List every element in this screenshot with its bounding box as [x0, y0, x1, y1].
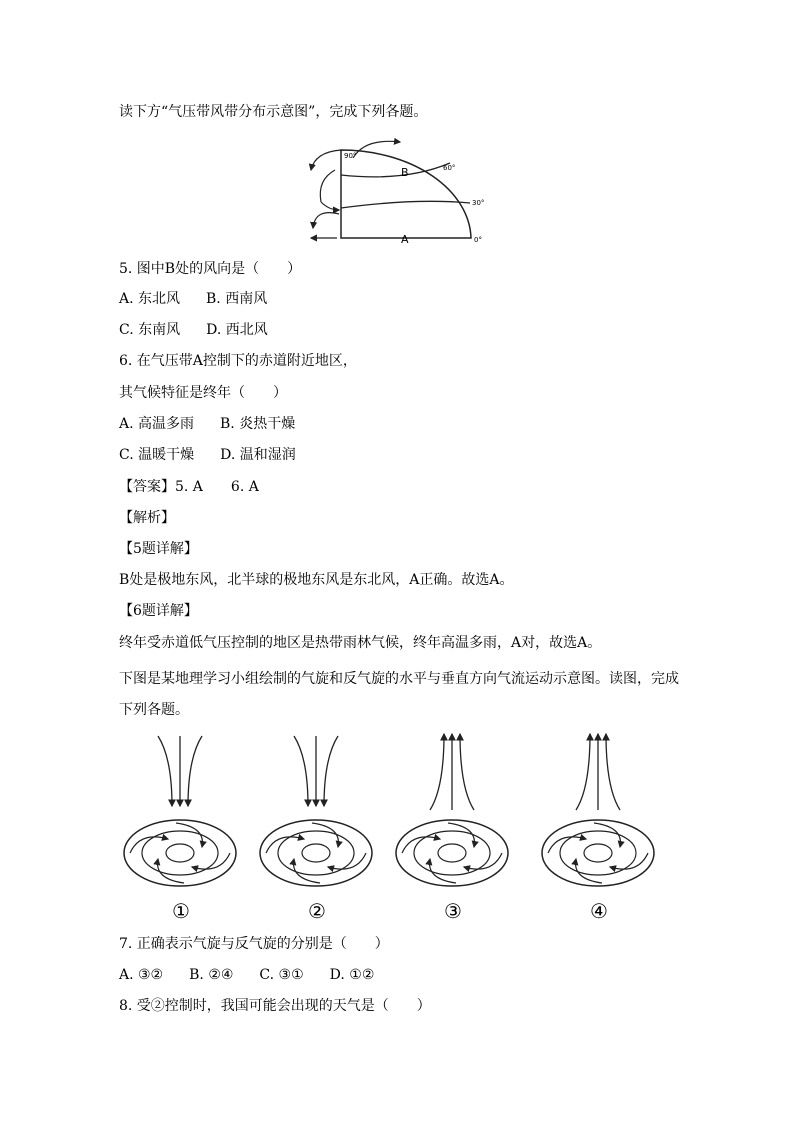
label-0: 0°: [474, 236, 482, 244]
q7-option-d[interactable]: D. ①②: [329, 967, 375, 983]
answer-line: 【答案】5. A 6. A: [119, 479, 259, 495]
q6-option-c[interactable]: C. 温暖干燥: [119, 447, 195, 463]
q5-stem: 5. 图中B处的风向是（ ）: [119, 261, 302, 277]
q6-stem-2: 其气候特征是终年（ ）: [119, 385, 287, 401]
descending-arrow: [158, 736, 172, 806]
inner-isobar: [438, 844, 466, 862]
wind-arrow: [266, 837, 304, 853]
ascending-arrow: [576, 734, 590, 810]
q7-option-b[interactable]: B. ②④: [189, 967, 234, 983]
intro-text: 读下方“气压带风带分布示意图”，完成下列各题。: [119, 104, 428, 120]
ascending-arrow: [606, 734, 620, 810]
descending-arrow: [324, 736, 338, 806]
q6-stem-1: 6. 在气压带A控制下的赤道附近地区，: [119, 353, 357, 369]
label-b: B: [401, 166, 409, 179]
figure-label-2: ②: [308, 899, 326, 923]
figure-label-1: ①: [172, 899, 190, 923]
inner-isobar: [166, 844, 194, 862]
wind-arrow: [130, 837, 168, 853]
figure-label-3: ③: [444, 899, 462, 923]
wind-arrow: [548, 837, 586, 853]
wind-arrow: [328, 853, 366, 869]
pressure-belt-diagram: [305, 130, 495, 245]
q7-option-a[interactable]: A. ③②: [119, 967, 164, 983]
q8-stem: 8. 受②控制时，我国可能会出现的天气是（ ）: [119, 998, 431, 1014]
wind-arrow: [610, 853, 648, 869]
q7-stem: 7. 正确表示气旋与反气旋的分别是（ ）: [119, 936, 389, 952]
intro2-text: 下图是某地理学习小组绘制的气旋和反气旋的水平与垂直方向气流运动示意图。读图，完成下列各题。: [119, 671, 679, 718]
outer-isobar: [260, 820, 372, 886]
q5-option-d[interactable]: D. 西北风: [206, 322, 268, 338]
middle-isobar: [414, 831, 490, 875]
ascending-arrow: [460, 734, 474, 810]
outer-isobar: [396, 820, 508, 886]
q7-options: [119, 965, 374, 985]
outer-isobar: [124, 820, 236, 886]
middle-isobar: [560, 831, 636, 875]
inner-isobar: [584, 844, 612, 862]
q6-option-d[interactable]: D. 温和湿润: [220, 447, 296, 463]
middle-isobar: [278, 831, 354, 875]
q7-option-c[interactable]: C. ③①: [259, 967, 304, 983]
q6-options-row2: [119, 445, 296, 465]
label-a: A: [401, 233, 409, 246]
q5-option-b[interactable]: B. 西南风: [206, 291, 268, 307]
inner-isobar: [302, 844, 330, 862]
descending-arrow: [188, 736, 202, 806]
cyclone-figures: [124, 734, 654, 886]
outer-isobar: [542, 820, 654, 886]
q6-options-row1: [119, 414, 295, 434]
q5-options-row2: [119, 320, 268, 340]
label-60: 60°: [443, 164, 456, 172]
q6-option-b[interactable]: B. 炎热干燥: [220, 416, 296, 432]
q5-options-row1: [119, 289, 267, 309]
q6-option-a[interactable]: A. 高温多雨: [119, 416, 195, 432]
q5-detail: B处是极地东风，北半球的极地东风是东北风，A正确。故选A。: [119, 572, 514, 588]
descending-arrow: [294, 736, 308, 806]
wind-arrow: [192, 853, 230, 869]
wind-arrow: [402, 837, 440, 853]
middle-isobar: [142, 831, 218, 875]
q5-detail-title: 【5题详解】: [119, 541, 198, 557]
q6-detail-title: 【6题详解】: [119, 603, 198, 619]
q5-option-a[interactable]: A. 东北风: [119, 291, 181, 307]
ascending-arrow: [430, 734, 444, 810]
q6-detail: 终年受赤道低气压控制的地区是热带雨林气候，终年高温多雨，A对，故选A。: [119, 635, 602, 651]
label-30: 30°: [472, 199, 485, 207]
q5-option-c[interactable]: C. 东南风: [119, 322, 181, 338]
cyclone-diagram: [110, 728, 670, 923]
analysis-title: 【解析】: [119, 510, 175, 526]
label-90: 90°: [344, 152, 357, 160]
wind-arrow: [464, 853, 502, 869]
figure-label-4: ④: [590, 899, 608, 923]
